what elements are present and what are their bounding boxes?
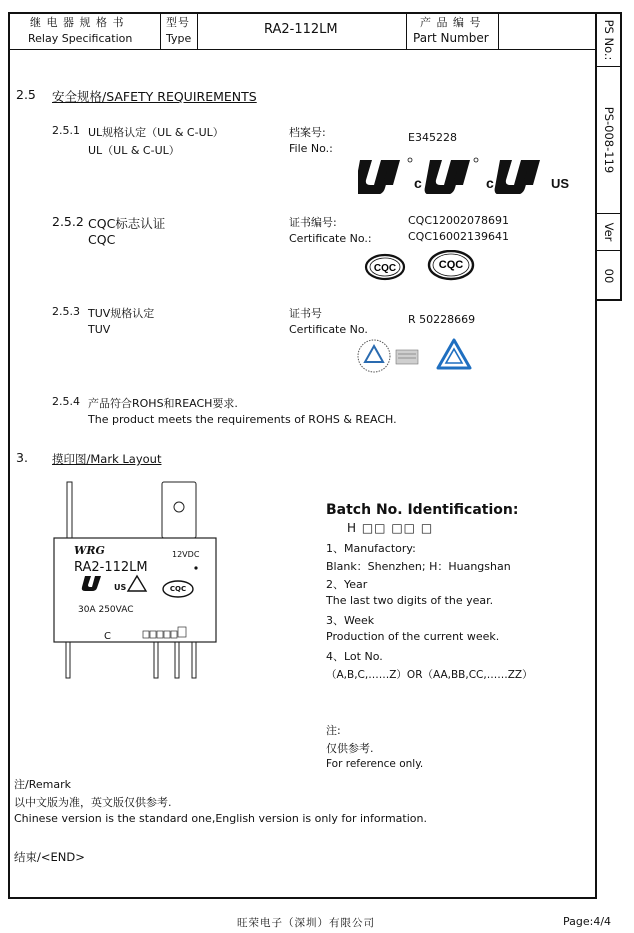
ul-logos-icon — [358, 154, 573, 194]
relay-brand: WRG — [74, 544, 105, 557]
svg-text:CQC: CQC — [373, 263, 397, 274]
note-cn: 仅供参考. — [326, 742, 374, 755]
section-2-5-num: 2.5 — [16, 87, 36, 102]
cqc-num: 2.5.2 — [52, 214, 84, 229]
section-2-5-title: 安全规格/SAFETY REQUIREMENTS — [52, 89, 257, 104]
svg-text:c: c — [486, 175, 494, 191]
header-type-en: Type — [166, 32, 192, 45]
remark-line-en: Chinese version is the standard one,English version is only for information. — [14, 812, 427, 825]
header-title-en: Relay Specification — [28, 32, 133, 45]
ul-label-en: UL（UL & C-UL） — [88, 144, 180, 157]
cqc-logo-small-icon — [366, 255, 404, 279]
batch-line-7: 4、Lot No. — [326, 650, 383, 663]
header-partnum-cn: 产 品 编 号 — [420, 16, 482, 29]
tuv-logos-icon — [354, 336, 474, 376]
tuv-label-en: TUV — [88, 323, 111, 336]
cqc-cert-cn: 证书编号: — [289, 216, 337, 229]
ul-logo-icon — [358, 158, 412, 194]
ul-logo-c: c — [414, 175, 422, 191]
cqc-logos-icon — [364, 250, 476, 282]
tuv-num: 2.5.3 — [52, 305, 80, 318]
cqc-label-en: CQC — [88, 232, 116, 247]
batch-line-8: （A,B,C,……Z）OR（AA,BB,CC,……ZZ） — [326, 669, 533, 681]
ul-file-cn: 档案号: — [289, 126, 326, 139]
relay-c-mark: C — [104, 631, 111, 642]
ul-file-value: E345228 — [408, 131, 457, 144]
ps-value: PS-008-119 — [601, 106, 616, 174]
ul-label-cn: UL规格认定（UL & C-UL） — [88, 126, 224, 139]
batch-line-4: The last two digits of the year. — [326, 594, 494, 607]
footer-company: 旺荣电子（深圳）有限公司 — [237, 917, 375, 929]
footer-page: Page:4/4 — [563, 915, 612, 928]
header-type-cn: 型号 — [166, 16, 190, 29]
batch-title: Batch No. Identification: — [326, 502, 519, 518]
tuv-cert-value: R 50228669 — [408, 313, 476, 326]
ver-value: 00 — [601, 268, 616, 284]
note-en: For reference only. — [326, 758, 424, 770]
relay-model: RA2-112LM — [74, 560, 148, 575]
rohs-line-cn: 产品符合ROHS和REACH要求. — [88, 397, 238, 410]
batch-line-2: Blank：Shenzhen; H：Huangshan — [326, 560, 511, 573]
batch-line-1: 1、Manufactory: — [326, 542, 416, 555]
relay-rating: 30A 250VAC — [78, 605, 134, 615]
ver-label: Ver — [601, 222, 616, 242]
tuv-seal-icon — [358, 340, 418, 372]
cqc-cert-value-2: CQC16002139641 — [408, 230, 510, 243]
cqc-logo-large-icon — [429, 251, 473, 279]
batch-line-5: 3、Week — [326, 614, 375, 627]
side-panel — [597, 12, 622, 301]
tuv-cert-cn: 证书号 — [289, 307, 322, 320]
batch-line-3: 2、Year — [326, 578, 368, 591]
remark-label: 注/Remark — [14, 778, 71, 791]
relay-us: US — [114, 583, 127, 592]
end-marker: 结束/<END> — [14, 850, 85, 864]
header-table — [8, 12, 597, 50]
relay-drawing — [50, 478, 220, 683]
ul-file-en: File No.: — [289, 142, 333, 155]
relay-voltage: 12VDC — [172, 550, 200, 559]
section-3-num: 3. — [16, 450, 28, 465]
header-partnum-en: Part Number — [413, 31, 489, 45]
header-model: RA2-112LM — [264, 22, 338, 37]
tuv-triangle-icon — [438, 340, 470, 368]
cqc-cert-value-1: CQC12002078691 — [408, 214, 510, 227]
relay-cqc: CQC — [169, 585, 187, 593]
relay-outline-icon — [50, 478, 220, 683]
ulus-logo-icon — [495, 160, 540, 194]
tuv-cert-en: Certificate No. — [289, 323, 368, 336]
batch-code: H □□ □□ □ — [347, 521, 434, 535]
tuv-label-cn: TUV规格认定 — [88, 307, 155, 320]
svg-text:CQC: CQC — [438, 259, 464, 271]
note-label: 注: — [326, 724, 341, 737]
cqc-cert-en: Certificate No.: — [289, 232, 372, 245]
cqc-label-cn: CQC标志认证 — [88, 216, 166, 231]
ul-num: 2.5.1 — [52, 124, 80, 137]
header-title-cn: 继 电 器 规 格 书 — [30, 16, 125, 29]
cul-logo-icon — [425, 158, 478, 194]
ul-logo-us: US — [551, 176, 570, 191]
rohs-num: 2.5.4 — [52, 395, 80, 408]
batch-line-6: Production of the current week. — [326, 630, 500, 643]
rohs-line-en: The product meets the requirements of ROHS & REACH. — [88, 413, 397, 426]
remark-line-cn: 以中文版为准，英文版仅供参考. — [14, 796, 172, 809]
ps-label: PS No.: — [601, 19, 616, 61]
section-3-title: 摸印图/Mark Layout — [52, 452, 162, 466]
